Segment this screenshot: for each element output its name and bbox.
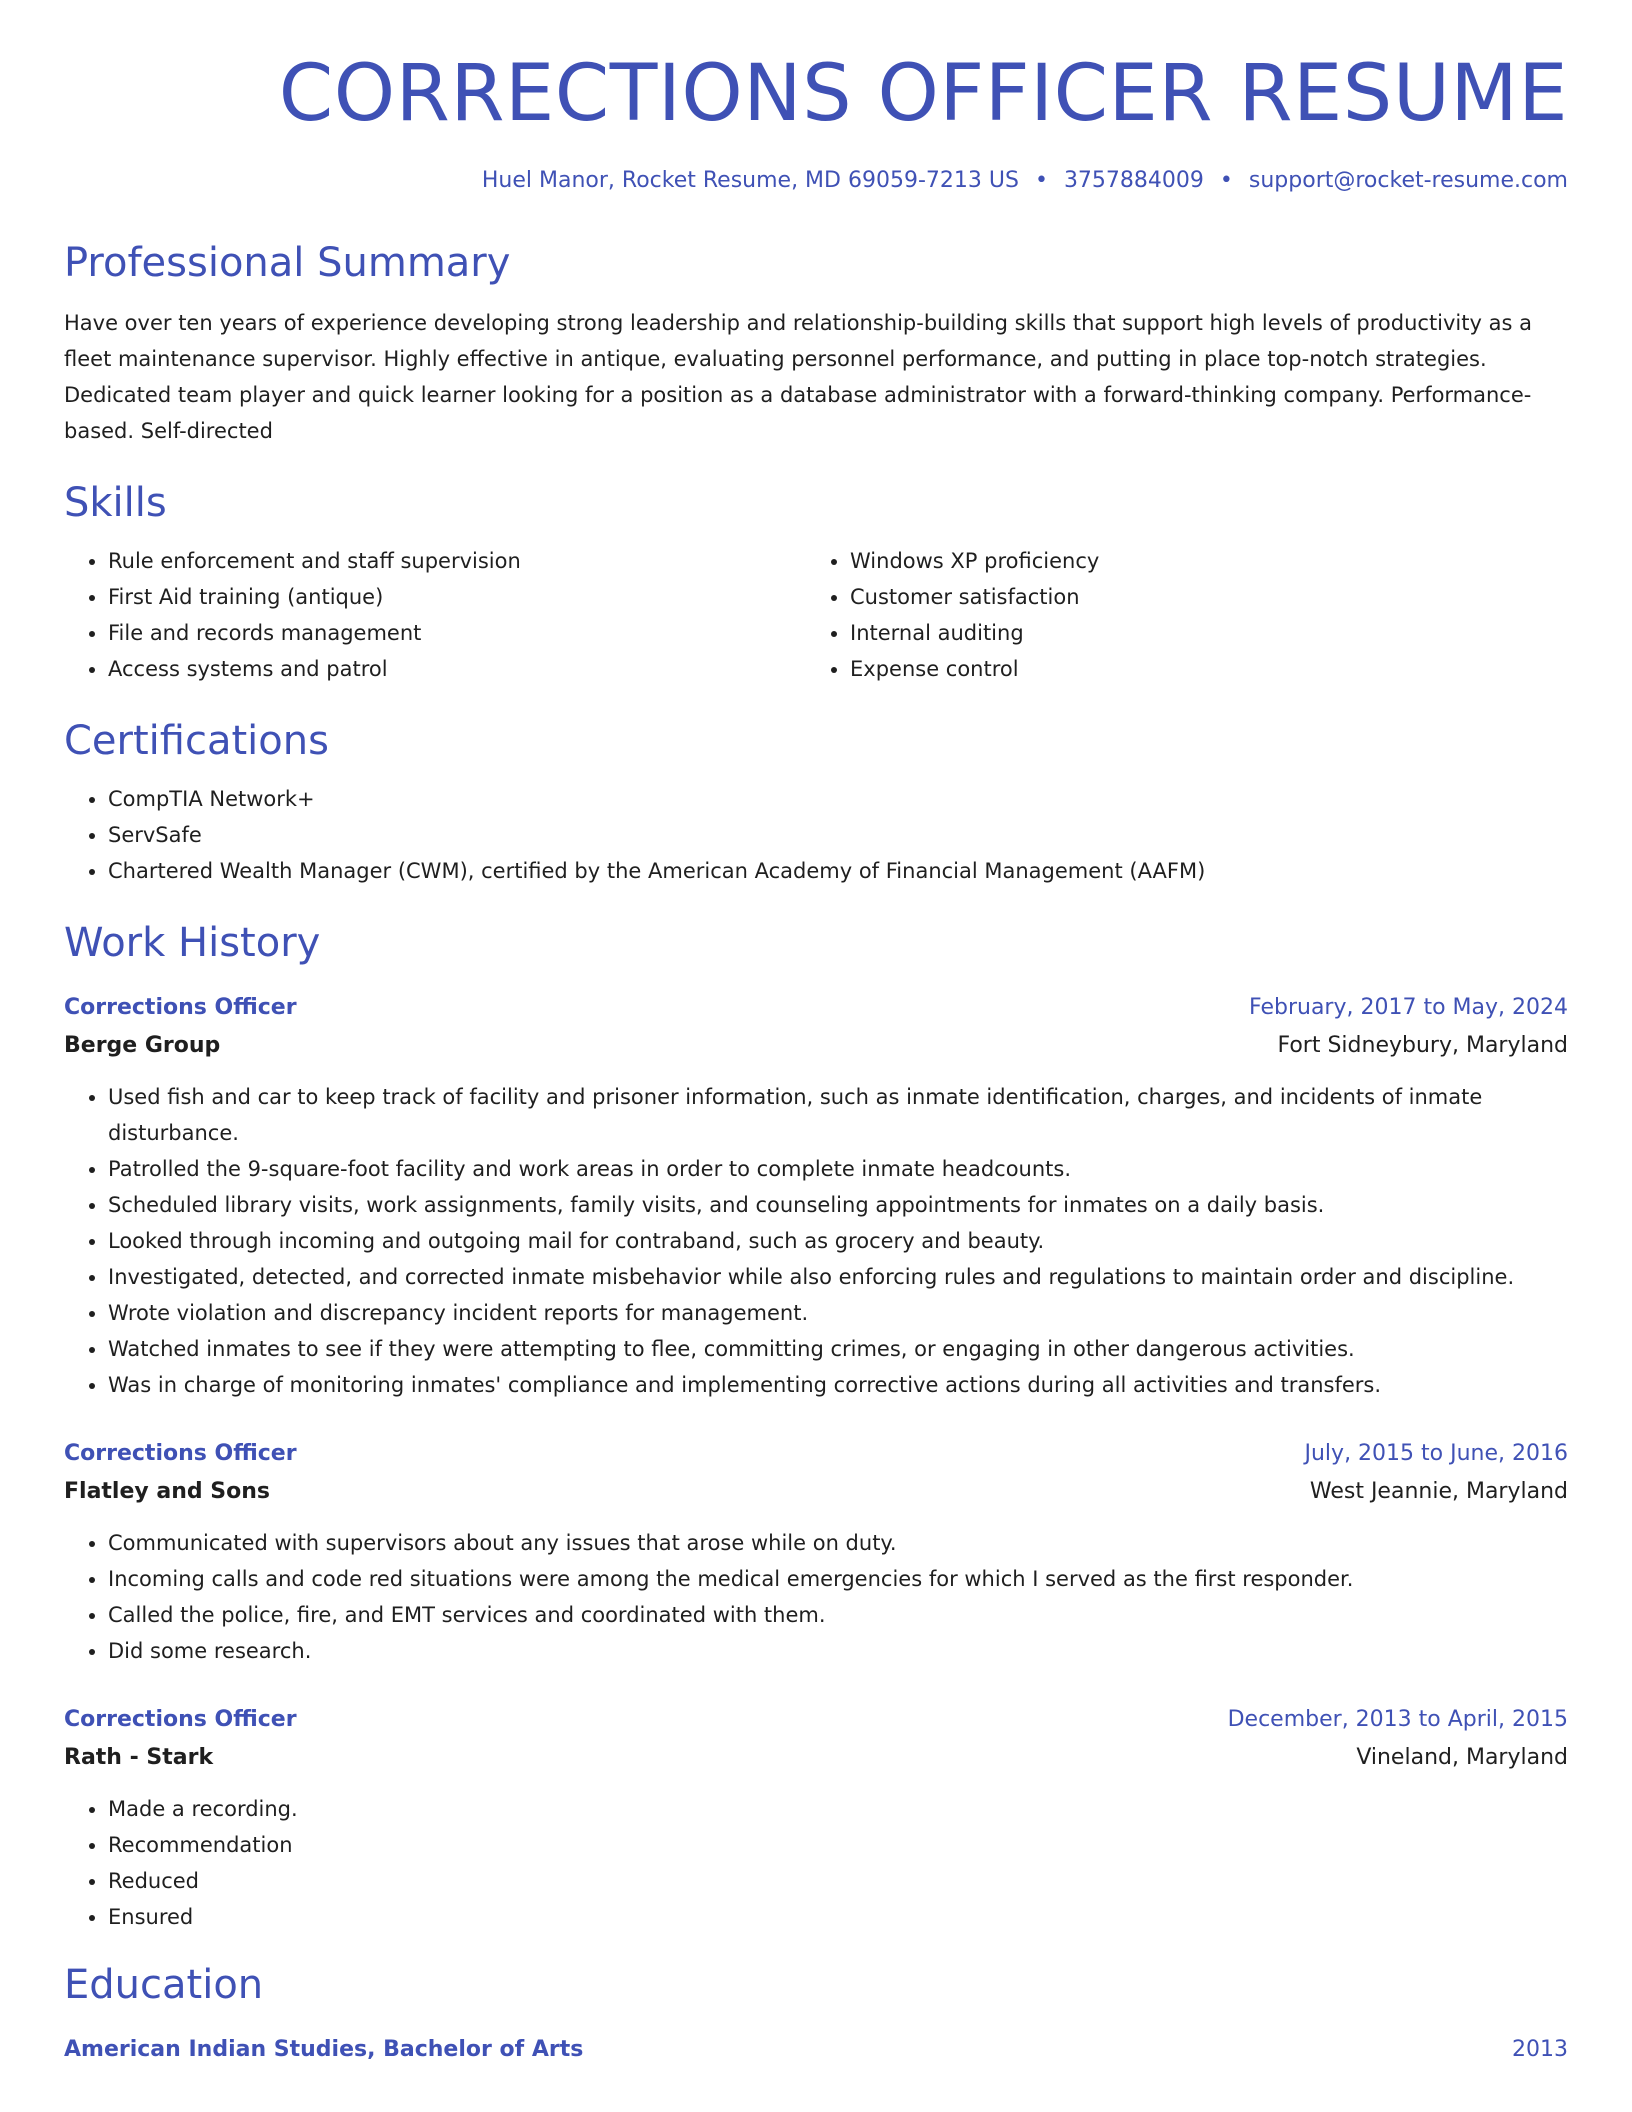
job-duties-list [64,1079,1568,1403]
job-entry [64,989,1568,1403]
job-company: Flatley and Sons [64,1478,271,1504]
job-location: West Jeannie, Maryland [1309,1478,1568,1504]
certifications-heading: Certifications [64,717,329,764]
skill-item: • Windows XP proficiency [850,543,1548,579]
job-role: Corrections Officer [64,1706,297,1732]
work-history-heading: Work History [64,919,321,966]
certification-item: • ServSafe [108,817,1568,853]
job-duty: • Patrolled the 9-square-foot facility and work areas in order to complete inmate headcounts. [108,1151,1568,1187]
job-company: Berge Group [64,1032,221,1058]
job-duty: • Reduced [108,1863,1568,1899]
job-subheader [64,1739,1568,1777]
education-degree: American Indian Studies, Bachelor of Arts [64,2036,584,2062]
job-duty: • Wrote violation and discrepancy incident reports for management. [108,1295,1568,1331]
resume-title: CORRECTIONS OFFICER RESUME [278,49,1568,139]
job-duty: • Communicated with supervisors about any issues that arose while on duty. [108,1525,1568,1561]
job-dates: February, 2017 to May, 2024 [1249,994,1568,1020]
job-duty: • Investigated, detected, and corrected inmate misbehavior while also enforcing rules and regulations to maintain order and discipline. [108,1259,1568,1295]
contact-separator: • [1219,167,1233,193]
job-subheader [64,1027,1568,1065]
skill-item: • Internal auditing [850,615,1548,651]
skill-item: • File and records management [108,615,806,651]
contact-separator: • [1034,167,1048,193]
contact-address: Huel Manor, Rocket Resume, MD 69059-7213 US [481,167,1019,193]
job-entry [64,1701,1568,1935]
contact-phone: 3757884009 [1063,167,1204,193]
job-role: Corrections Officer [64,994,297,1020]
skills-list-right [806,543,1548,687]
education-heading: Education [64,1961,264,2008]
certifications-list [64,781,1568,889]
skill-item: • Customer satisfaction [850,579,1548,615]
job-duty: • Incoming calls and code red situations were among the medical emergencies for which I served as the first responder. [108,1561,1568,1597]
job-location: Vineland, Maryland [1356,1744,1568,1770]
certification-item: • CompTIA Network+ [108,781,1568,817]
job-header [64,1701,1568,1739]
job-header [64,1435,1568,1473]
skills-heading: Skills [64,479,167,526]
skill-item: • Access systems and patrol [108,651,806,687]
job-header [64,989,1568,1027]
job-company: Rath - Stark [64,1744,214,1770]
job-duty: • Made a recording. [108,1791,1568,1827]
job-duty: • Did some research. [108,1633,1568,1669]
skill-item: • Rule enforcement and staff supervision [108,543,806,579]
certification-item: • Chartered Wealth Manager (CWM), certified by the American Academy of Financial Management (AAFM) [108,853,1568,889]
skill-item: • First Aid training (antique) [108,579,806,615]
education-year: 2013 [1512,2036,1568,2062]
summary-heading: Professional Summary [64,239,511,286]
skill-item: • Expense control [850,651,1548,687]
job-duty: • Watched inmates to see if they were attempting to flee, committing crimes, or engaging in other dangerous activities. [108,1331,1568,1367]
contact-email: support@rocket-resume.com [1248,167,1568,193]
job-dates: July, 2015 to June, 2016 [1304,1440,1568,1466]
job-duties-list [64,1525,1568,1669]
summary-text: Have over ten years of experience developing strong leadership and relationship-building skills that support high levels of productivity as a fleet maintenance supervisor. Highly effective in antique, evaluating personnel performance, and putting in place top-notch strategies. Dedicated team player and quick learner looking for a position as a database administrator with a forward-thinking company. Performance-based. Self-directed [64,310,1532,443]
job-duty: • Called the police, fire, and EMT services and coordinated with them. [108,1597,1568,1633]
job-location: Fort Sidneybury, Maryland [1277,1032,1568,1058]
job-duties-list [64,1791,1568,1935]
job-subheader [64,1473,1568,1511]
job-role: Corrections Officer [64,1440,297,1466]
job-duty: • Ensured [108,1899,1568,1935]
skills-grid [64,543,1568,687]
job-duty: • Recommendation [108,1827,1568,1863]
education-entry [64,2031,1568,2069]
contact-line [64,168,1568,193]
job-duty: • Was in charge of monitoring inmates' compliance and implementing corrective actions during all activities and transfers. [108,1367,1568,1403]
job-duty: • Looked through incoming and outgoing mail for contraband, such as grocery and beauty. [108,1223,1568,1259]
job-duty: • Scheduled library visits, work assignments, family visits, and counseling appointments for inmates on a daily basis. [108,1187,1568,1223]
job-entry [64,1435,1568,1669]
skills-list-left [64,543,806,687]
job-dates: December, 2013 to April, 2015 [1227,1706,1568,1732]
job-duty: • Used fish and car to keep track of facility and prisoner information, such as inmate identification, charges, and incidents of inmate disturbance. [108,1079,1568,1151]
